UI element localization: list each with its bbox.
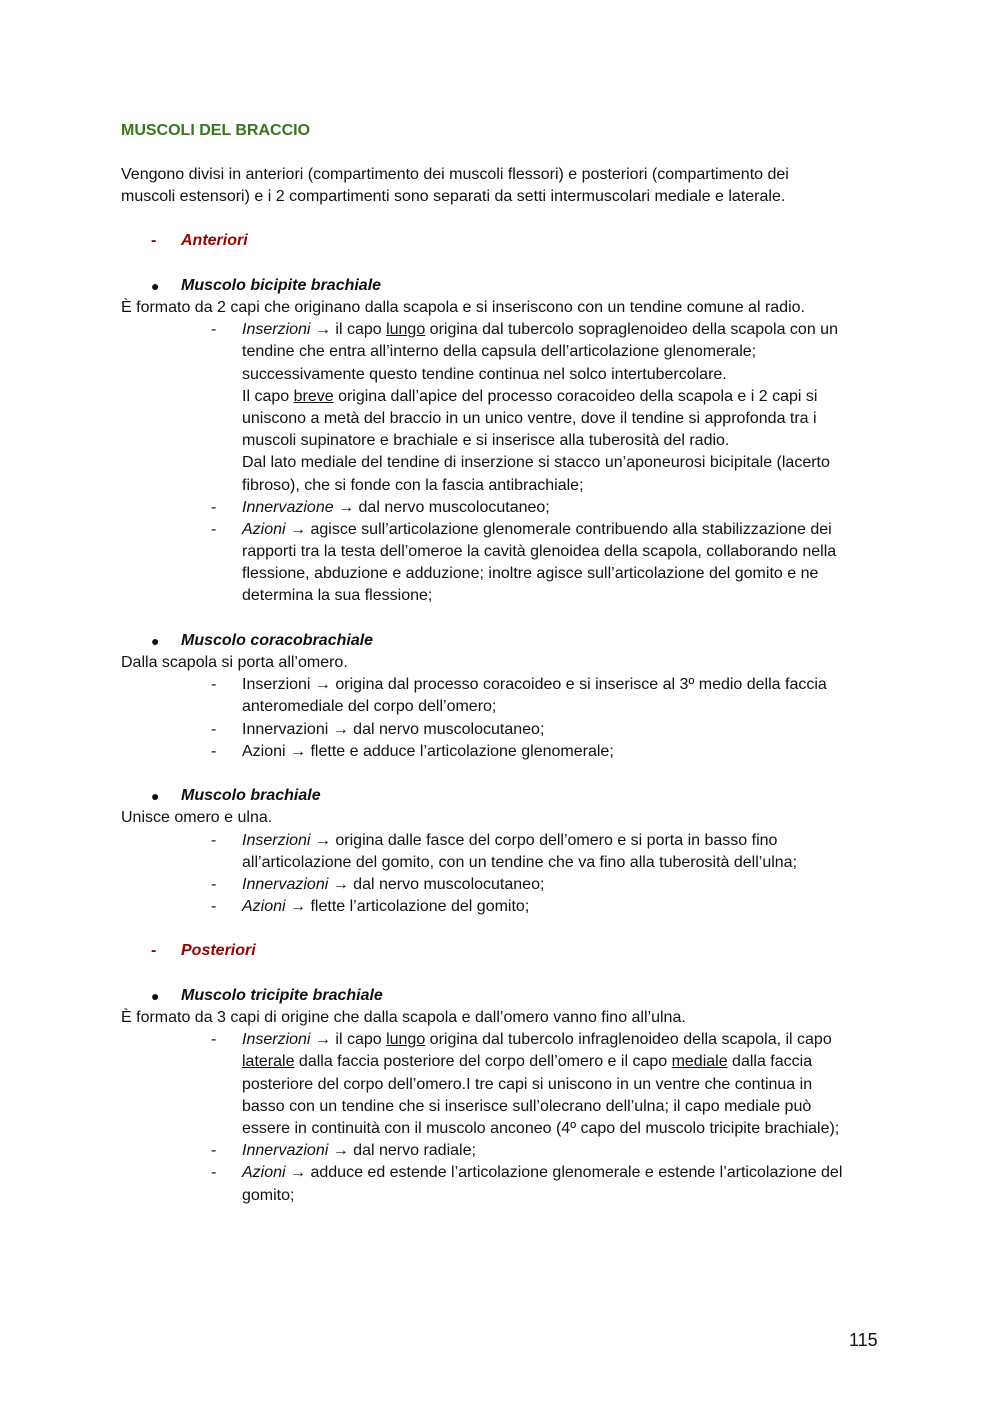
intro-line-1: Vengono divisi in anteriori (compartimento dei muscoli flessori) e posteriori (compartimento dei: [121, 166, 789, 183]
term-label: Azioni: [242, 521, 286, 538]
text-span: flette l’articolazione del gomito;: [306, 898, 530, 915]
text-span: dal nervo muscolocutaneo;: [354, 499, 550, 516]
list-item-line: [242, 386, 817, 408]
muscle-description: Unisce omero e ulna.: [121, 809, 273, 826]
arrow-icon: →: [290, 898, 307, 915]
section-heading-anteriori: Anteriori: [181, 232, 248, 249]
arrow-icon: →: [332, 1142, 349, 1159]
arrow-icon: →: [290, 1164, 307, 1181]
list-dash: -: [211, 1142, 217, 1159]
page-number: 115: [849, 1330, 878, 1350]
term-label: Inserzioni: [242, 321, 311, 338]
arrow-icon: →: [314, 832, 331, 849]
section-dash: -: [151, 942, 157, 959]
list-item-line: essere in continuità con il muscolo anconeo (4º capo del muscolo tricipite brachiale);: [242, 1120, 840, 1137]
list-item-inserzioni: [242, 830, 777, 852]
term-label: Inserzioni: [242, 832, 311, 849]
list-item-line: basso con un tendine che si inserisce sull’olecrano dell’ulna; il capo mediale può: [242, 1098, 812, 1115]
underlined-term: lungo: [386, 1031, 426, 1048]
list-item-azioni: [242, 896, 529, 918]
list-item-line: flessione, abduzione e adduzione; inoltre agisce sull’articolazione del gomito e ne: [242, 565, 819, 582]
list-item-innervazione: [242, 497, 550, 519]
bullet: ●: [151, 988, 160, 1004]
list-item-line: Dal lato mediale del tendine di inserzione si stacco un’aponeurosi bicipitale (lacerto: [242, 454, 830, 471]
arrow-icon: →: [290, 521, 307, 538]
list-dash: -: [211, 832, 217, 849]
list-item-inserzioni: [242, 319, 838, 341]
list-item-line: posteriore del corpo dell’omero.I tre capi si uniscono in un ventre che continua in: [242, 1076, 813, 1093]
list-dash: -: [211, 876, 217, 893]
text-span: dal nervo muscolocutaneo;: [348, 876, 545, 893]
arrow-icon: →: [332, 876, 349, 893]
text-span: dalla faccia posteriore del corpo dell’omero e il capo: [294, 1053, 672, 1070]
text-span: agisce sull’articolazione glenomerale contribuendo alla stabilizzazione dei: [306, 521, 832, 538]
term-label: Inserzioni: [242, 1031, 311, 1048]
list-item-azioni: Azioni → flette e adduce l’articolazione glenomerale;: [242, 743, 614, 760]
term-label: Innervazione: [242, 499, 334, 516]
list-dash: -: [211, 1164, 217, 1181]
bullet: ●: [151, 278, 160, 294]
term-label: Innervazioni: [242, 876, 329, 893]
list-dash: -: [211, 1031, 217, 1048]
list-item-line: uniscono a metà del braccio in un unico ventre, dove il tendine si approfonda tra i: [242, 410, 817, 427]
list-item-azioni: [242, 519, 832, 541]
list-dash: -: [211, 499, 217, 516]
list-dash: -: [211, 743, 217, 760]
underlined-term: mediale: [671, 1053, 728, 1070]
underlined-term: lungo: [386, 321, 426, 338]
muscle-description: È formato da 3 capi di origine che dalla scapola e dall’omero vanno fino all’ulna.: [121, 1009, 686, 1026]
list-item-innervazioni: [242, 1140, 476, 1162]
muscle-heading-tricipite: Muscolo tricipite brachiale: [181, 987, 383, 1004]
text-span: Il capo: [242, 388, 294, 405]
text-span: adduce ed estende l’articolazione glenomerale e estende l’articolazione del: [306, 1164, 843, 1181]
term-label: Azioni: [242, 898, 286, 915]
list-item-inserzioni: [242, 1029, 832, 1051]
list-item-line: fibroso), che si fonde con la fascia antibrachiale;: [242, 477, 584, 494]
arrow-icon: →: [314, 321, 331, 338]
list-item-line: muscoli supinatore e brachiale e si inserisce alla tuberosità del radio.: [242, 432, 730, 449]
bullet: ●: [151, 633, 160, 649]
text-span: origina dal tubercolo sopraglenoideo della scapola con un: [425, 321, 838, 338]
list-item-inserzioni: Inserzioni → origina dal processo coracoideo e si inserisce al 3º medio della faccia: [242, 676, 827, 693]
bullet: ●: [151, 788, 160, 804]
underlined-term: breve: [293, 388, 334, 405]
page-title: MUSCOLI DEL BRACCIO: [121, 122, 311, 139]
section-dash: -: [151, 232, 157, 249]
list-item-line: successivamente questo tendine continua nel solco intertubercolare.: [242, 366, 727, 383]
arrow-icon: →: [338, 499, 355, 516]
text-span: origina dal tubercolo infraglenoideo della scapola, il capo: [425, 1031, 832, 1048]
arrow-icon: →: [314, 1031, 331, 1048]
list-item-azioni: [242, 1162, 842, 1184]
text-span: dalla faccia: [727, 1053, 813, 1070]
list-item-line: determina la sua flessione;: [242, 587, 433, 604]
list-item-line: all’articolazione del gomito, con un tendine che va fino alla tuberosità dell’ulna;: [242, 854, 798, 871]
underlined-term: laterale: [242, 1053, 295, 1070]
list-dash: -: [211, 721, 217, 738]
list-item-innervazioni: Innervazioni → dal nervo muscolocutaneo;: [242, 721, 545, 738]
term-label: Azioni: [242, 1164, 286, 1181]
muscle-heading-coracobrachiale: Muscolo coracobrachiale: [181, 632, 374, 649]
muscle-description: È formato da 2 capi che originano dalla scapola e si inseriscono con un tendine comune al radio.: [121, 299, 805, 316]
list-dash: -: [211, 521, 217, 538]
text-span: origina dall’apice del processo coracoideo della scapola e i 2 capi si: [333, 388, 818, 405]
section-heading-posteriori: Posteriori: [181, 942, 256, 959]
list-item-innervazioni: [242, 874, 544, 896]
text-span: il capo: [330, 1031, 387, 1048]
list-dash: -: [211, 676, 217, 693]
list-dash: -: [211, 321, 217, 338]
list-item-line: anteromediale del corpo dell’omero;: [242, 698, 497, 715]
list-item-line: tendine che entra all’interno della capsula dell’articolazione glenomerale;: [242, 343, 757, 360]
intro-line-2: muscoli estensori) e i 2 compartimenti sono separati da setti intermuscolari mediale e laterale.: [121, 188, 786, 205]
list-item-line: rapporti tra la testa dell’omeroe la cavità glenoidea della scapola, collaborando nella: [242, 543, 837, 560]
text-span: origina dalle fasce del corpo dell’omero e si porta in basso fino: [330, 832, 778, 849]
text-span: dal nervo radiale;: [348, 1142, 476, 1159]
list-dash: -: [211, 898, 217, 915]
term-label: Innervazioni: [242, 1142, 329, 1159]
list-item-line: gomito;: [242, 1187, 295, 1204]
muscle-heading-brachiale: Muscolo brachiale: [181, 787, 321, 804]
text-span: il capo: [330, 321, 387, 338]
muscle-description: Dalla scapola si porta all’omero.: [121, 654, 348, 671]
list-item-line: [242, 1051, 812, 1073]
muscle-heading-bicipite: Muscolo bicipite brachiale: [181, 277, 382, 294]
